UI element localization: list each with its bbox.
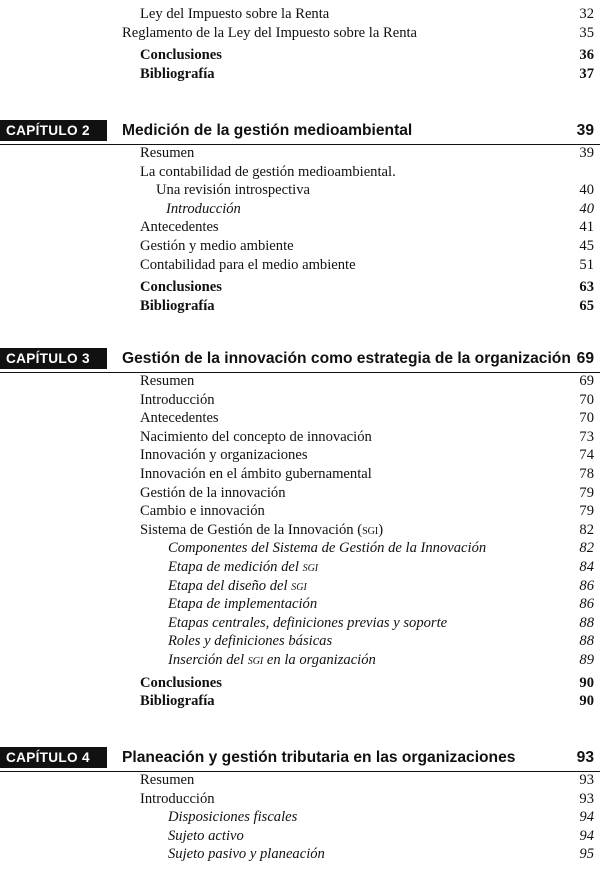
toc-entry-label: Disposiciones fiscales bbox=[168, 809, 298, 826]
toc-entry[interactable] bbox=[0, 808, 600, 827]
toc-entry-page: 95 bbox=[579, 846, 594, 863]
toc-entry[interactable] bbox=[0, 256, 600, 275]
toc-entry[interactable] bbox=[0, 521, 600, 540]
toc-entry-page: 78 bbox=[579, 466, 594, 482]
toc-entry-page: 36 bbox=[579, 47, 594, 64]
toc-entry-page: 82 bbox=[579, 521, 594, 538]
toc-entry[interactable] bbox=[0, 771, 600, 790]
toc-entry-page: 86 bbox=[579, 577, 594, 594]
toc-entry[interactable] bbox=[0, 200, 600, 219]
toc-entry-page: 89 bbox=[579, 652, 594, 668]
toc-entry[interactable] bbox=[0, 539, 600, 558]
toc-entry-label: Inserción del sgi en la organización bbox=[168, 652, 376, 668]
toc-entry-page: 69 bbox=[579, 373, 594, 389]
toc-entry-page: 88 bbox=[579, 614, 594, 631]
toc-entry-label: Etapa de implementación bbox=[168, 596, 318, 613]
toc-entry-label: Gestión de la innovación bbox=[140, 484, 286, 501]
chapter-badge: CAPÍTULO 3 bbox=[0, 348, 107, 369]
chapter-badge: CAPÍTULO 4 bbox=[0, 747, 107, 768]
toc-entry-label: Cambio e innovación bbox=[140, 503, 265, 520]
toc-entry[interactable] bbox=[0, 181, 600, 200]
toc-entry-label: Bibliografía bbox=[140, 65, 215, 82]
toc-entry[interactable] bbox=[0, 790, 600, 809]
toc-entry[interactable] bbox=[0, 595, 600, 614]
toc-entry-label: Introducción bbox=[140, 391, 215, 408]
toc-entry-page: 93 bbox=[579, 790, 594, 807]
toc-entry[interactable] bbox=[0, 632, 600, 651]
toc-entry[interactable] bbox=[0, 391, 600, 410]
chapter-page-number: 69 bbox=[576, 350, 594, 367]
chapter-page-number: 93 bbox=[576, 749, 594, 766]
toc-entry-page: 94 bbox=[579, 827, 594, 844]
chapter-page-number: 39 bbox=[576, 122, 594, 139]
toc-entry-page: 82 bbox=[579, 540, 594, 557]
toc-entry-page: 90 bbox=[579, 693, 594, 710]
toc-entry[interactable] bbox=[0, 237, 600, 256]
toc-entry-label: Introducción bbox=[166, 200, 241, 217]
toc-entry-page: 39 bbox=[579, 145, 594, 161]
toc-entry-page: 41 bbox=[579, 219, 594, 236]
toc-entry-page: 90 bbox=[579, 674, 594, 691]
toc-entry[interactable] bbox=[0, 409, 600, 428]
toc-entry-page: 88 bbox=[579, 633, 594, 650]
toc-entry-page: 74 bbox=[579, 447, 594, 464]
toc-entry-label: Antecedentes bbox=[140, 410, 219, 427]
chapter-heading[interactable] bbox=[0, 346, 600, 373]
toc-entry[interactable] bbox=[0, 674, 600, 693]
chapter-heading[interactable] bbox=[0, 118, 600, 145]
toc-entry-label: Componentes del Sistema de Gestión de la Innovación bbox=[168, 540, 487, 557]
toc-entry[interactable] bbox=[0, 163, 600, 182]
toc-entry[interactable] bbox=[0, 614, 600, 633]
toc-entry-label: La contabilidad de gestión medioambiental. bbox=[140, 163, 396, 180]
toc-entry[interactable] bbox=[0, 218, 600, 237]
toc-entry[interactable] bbox=[0, 24, 600, 43]
toc-entry-page: 79 bbox=[579, 484, 594, 501]
toc-entry[interactable] bbox=[0, 692, 600, 711]
toc-entry-page: 70 bbox=[579, 391, 594, 408]
toc-entry-label: Gestión y medio ambiente bbox=[140, 238, 294, 254]
toc-entry-label: Sistema de Gestión de la Innovación (sgi) bbox=[140, 521, 384, 538]
toc-entry[interactable] bbox=[0, 845, 600, 864]
toc-entry[interactable] bbox=[0, 484, 600, 503]
toc-entry-page: 37 bbox=[579, 65, 594, 82]
toc-entry-label: Ley del Impuesto sobre la Renta bbox=[140, 6, 330, 22]
toc-entry-page: 86 bbox=[579, 596, 594, 613]
toc-entry-page: 94 bbox=[579, 809, 594, 826]
toc-entry-page: 45 bbox=[579, 238, 594, 254]
chapter-heading[interactable] bbox=[0, 745, 600, 772]
toc-entry-label: Sujeto activo bbox=[168, 827, 244, 844]
toc-entry-label: Bibliografía bbox=[140, 297, 215, 314]
toc-entry[interactable] bbox=[0, 278, 600, 297]
toc-entry-label: Conclusiones bbox=[140, 674, 222, 691]
toc-entry-label: Bibliografía bbox=[140, 693, 215, 710]
toc-entry-label: Resumen bbox=[140, 145, 195, 161]
toc-entry[interactable] bbox=[0, 558, 600, 577]
toc-entry[interactable] bbox=[0, 5, 600, 24]
toc-entry-page: 40 bbox=[579, 200, 594, 217]
toc-entry[interactable] bbox=[0, 297, 600, 316]
toc-entry[interactable] bbox=[0, 446, 600, 465]
toc-entry-label: Etapa de medición del sgi bbox=[168, 559, 319, 575]
toc-entry[interactable] bbox=[0, 502, 600, 521]
toc-entry[interactable] bbox=[0, 372, 600, 391]
toc-entry[interactable] bbox=[0, 827, 600, 846]
toc-entry-page: 32 bbox=[579, 6, 594, 22]
toc-entry-page: 35 bbox=[579, 24, 594, 41]
toc-entry-label: Resumen bbox=[140, 373, 195, 389]
toc-entry-page: 93 bbox=[579, 772, 594, 788]
toc-entry-page: 73 bbox=[579, 428, 594, 445]
toc-entry-label: Sujeto pasivo y planeación bbox=[168, 846, 325, 863]
toc-entry-page: 70 bbox=[579, 410, 594, 427]
toc-entry-label: Conclusiones bbox=[140, 47, 222, 64]
toc-entry-label: Una revisión introspectiva bbox=[156, 182, 311, 199]
chapter-title: Gestión de la innovación como estrategia de la organización bbox=[122, 350, 571, 367]
toc-entry-label: Conclusiones bbox=[140, 279, 222, 296]
toc-entry[interactable] bbox=[0, 65, 600, 84]
toc-entry-page: 79 bbox=[579, 503, 594, 520]
toc-entry-label: Resumen bbox=[140, 772, 195, 788]
toc-entry-page: 65 bbox=[579, 297, 594, 314]
toc-entry-label: Reglamento de la Ley del Impuesto sobre la Renta bbox=[122, 24, 418, 41]
toc-entry-page: 40 bbox=[579, 182, 594, 199]
chapter-badge: CAPÍTULO 2 bbox=[0, 120, 107, 141]
toc-entry-label: Introducción bbox=[140, 790, 215, 807]
toc-entry-label: Antecedentes bbox=[140, 219, 219, 236]
toc-entry-page: 84 bbox=[579, 559, 594, 575]
toc-entry[interactable] bbox=[0, 651, 600, 670]
toc-entry[interactable] bbox=[0, 465, 600, 484]
toc-entry-label: Innovación y organizaciones bbox=[140, 447, 308, 464]
toc-entry-label: Innovación en el ámbito gubernamental bbox=[140, 466, 372, 482]
toc-entry-label: Nacimiento del concepto de innovación bbox=[140, 428, 372, 445]
toc-entry[interactable] bbox=[0, 577, 600, 596]
toc-entry-page: 63 bbox=[579, 279, 594, 296]
chapter-title: Planeación y gestión tributaria en las organizaciones bbox=[122, 749, 516, 766]
toc-entry-label: Etapas centrales, definiciones previas y soporte bbox=[168, 614, 448, 631]
toc-entry-label: Roles y definiciones básicas bbox=[168, 633, 333, 650]
chapter-title: Medición de la gestión medioambiental bbox=[122, 122, 413, 139]
toc-entry-label: Etapa del diseño del sgi bbox=[168, 577, 307, 594]
toc-entry-page: 51 bbox=[579, 256, 594, 273]
toc-entry-label: Contabilidad para el medio ambiente bbox=[140, 256, 356, 273]
toc-entry[interactable] bbox=[0, 144, 600, 163]
toc-entry[interactable] bbox=[0, 46, 600, 65]
toc-entry[interactable] bbox=[0, 428, 600, 447]
